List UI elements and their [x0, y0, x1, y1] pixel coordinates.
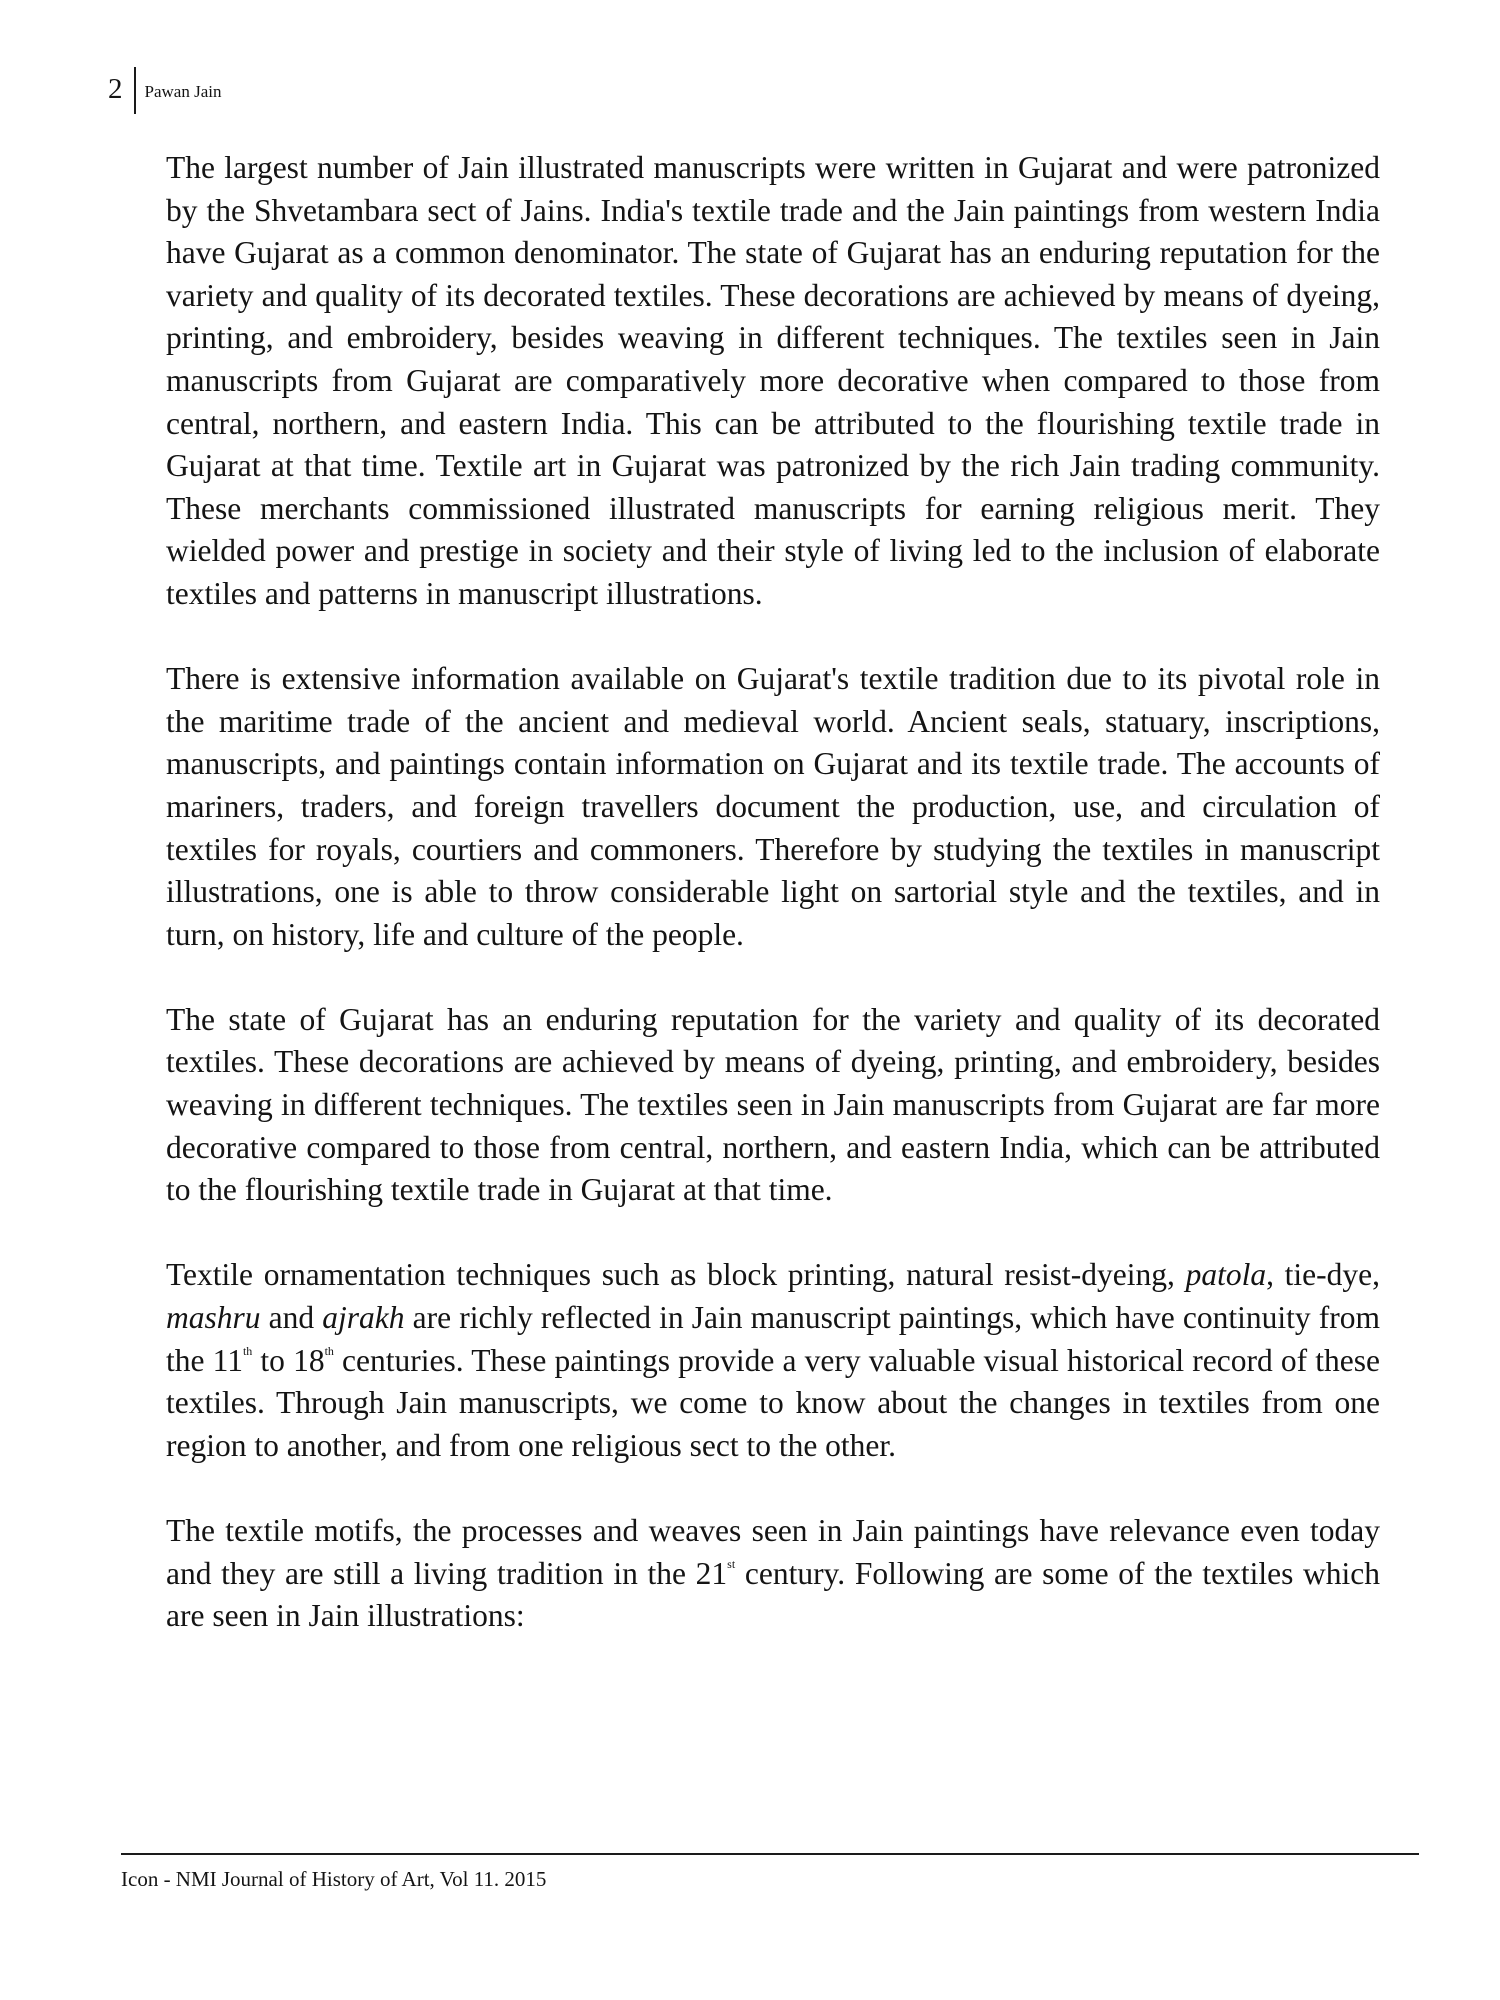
- ordinal-suffix: th: [242, 1344, 253, 1359]
- author-name: Pawan Jain: [144, 81, 222, 101]
- text-run: to 18: [252, 1342, 325, 1378]
- article-body: [166, 147, 1380, 1638]
- text-run: The textile motifs, the processes and weaves seen in Jain paintings have relevance even today and they are still a living tradition in the 21: [166, 1513, 1380, 1591]
- running-head: [108, 66, 221, 114]
- journal-citation: Icon - NMI Journal of History of Art, Vol 11. 2015: [121, 1867, 547, 1891]
- page-number: 2: [108, 72, 123, 105]
- paragraph-2: There is extensive information available on Gujarat's textile tradition due to its pivotal role in the maritime trade of the ancient and medieval world. Ancient seals, statuary, inscriptions, manuscripts, and paintings contain information on Gujarat and its textile trade. The accounts of mariners, traders, and foreign travellers document the production, use, and circulation of textiles for royals, courtiers and commoners. Therefore by studying the textiles in manuscript illustrations, one is able to throw considerable light on sartorial style and the textiles, and in turn, on history, life and culture of the people.: [166, 661, 1380, 952]
- text-run: century. Following are some of the textiles which are seen in Jain illustrations:: [166, 1555, 1380, 1634]
- text-run: centuries. These paintings provide a very valuable visual historical record of these textiles. Through Jain manuscripts, we come to know about the changes in textiles from one region to another, and from one religious sect to the other.: [166, 1342, 1380, 1463]
- term-ajrakh: ajrakh: [322, 1300, 405, 1336]
- ordinal-suffix: th: [324, 1344, 334, 1359]
- paragraph-3: The state of Gujarat has an enduring reputation for the variety and quality of its decorated textiles. These decorations are achieved by means of dyeing, printing, and embroidery, besides weaving in different techniques. The textiles seen in Jain manuscripts from Gujarat are far more decorative compared to those from central, northern, and eastern India, which can be attributed to the flourishing textile trade in Gujarat at that time.: [166, 1001, 1380, 1208]
- paragraph-4: [166, 1254, 1380, 1467]
- term-patola: patola: [1185, 1257, 1267, 1293]
- text-run: , tie-dye,: [1266, 1257, 1380, 1293]
- term-mashru: mashru: [166, 1300, 261, 1336]
- ordinal-suffix: st: [727, 1557, 736, 1572]
- paragraph-1: The largest number of Jain illustrated manuscripts were written in Gujarat and were patronized by the Shvetambara sect of Jains. India's textile trade and the Jain paintings from western India have Gujarat as a common denominator. The state of Gujarat has an enduring reputation for the variety and quality of its decorated textiles. These decorations are achieved by means of dyeing, printing, and embroidery, besides weaving in different techniques. The textiles seen in Jain manuscripts from Gujarat are comparatively more decorative when compared to those from central, northern, and eastern India. This can be attributed to the flourishing textile trade in Gujarat at that time. Textile art in Gujarat was patronized by the rich Jain trading community. These merchants commissioned illustrated manuscripts for earning religious merit. They wielded power and prestige in society and their style of living led to the inclusion of elaborate textiles and patterns in manuscript illustrations.: [166, 150, 1380, 611]
- header-divider: [134, 67, 136, 114]
- footer-divider: [121, 1853, 1419, 1855]
- text-run: are richly reflected in Jain manuscript paintings, which have continuity from the 11: [166, 1300, 1381, 1378]
- paragraph-5: [166, 1510, 1380, 1638]
- text-run: Textile ornamentation techniques such as block printing, natural resist-dyeing,: [166, 1257, 1186, 1293]
- text-run: and: [260, 1300, 323, 1336]
